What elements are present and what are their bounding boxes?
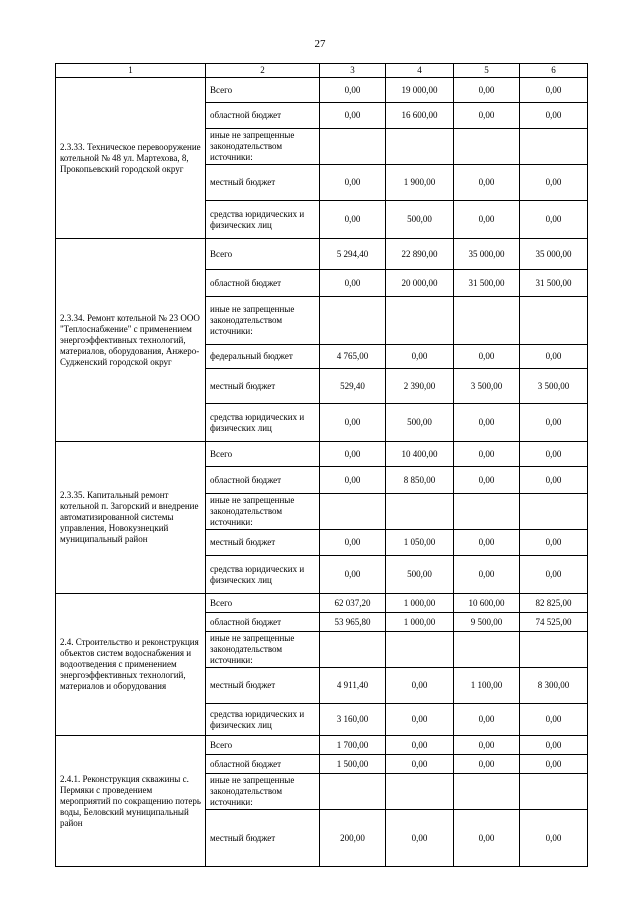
amount-cell: 0,00	[520, 736, 588, 755]
funding-source: областной бюджет	[206, 103, 320, 129]
column-number: 6	[520, 64, 588, 78]
amount-cell	[454, 297, 520, 345]
column-number-row	[56, 64, 588, 78]
funding-source: местный бюджет	[206, 668, 320, 704]
amount-cell: 0,00	[454, 530, 520, 556]
amount-cell: 82 825,00	[520, 594, 588, 613]
funding-source: Всего	[206, 442, 320, 467]
amount-cell: 0,00	[386, 345, 454, 369]
amount-cell: 0,00	[320, 165, 386, 201]
amount-cell: 35 000,00	[520, 239, 588, 270]
amount-cell: 22 890,00	[386, 239, 454, 270]
amount-cell: 0,00	[320, 270, 386, 297]
funding-source: федеральный бюджет	[206, 345, 320, 369]
amount-cell: 0,00	[454, 201, 520, 239]
amount-cell: 0,00	[520, 530, 588, 556]
amount-cell	[386, 774, 454, 810]
amount-cell: 0,00	[520, 467, 588, 494]
amount-cell: 62 037,20	[320, 594, 386, 613]
table-row	[56, 78, 588, 103]
funding-source: Всего	[206, 594, 320, 613]
amount-cell: 0,00	[386, 736, 454, 755]
amount-cell: 0,00	[320, 404, 386, 442]
amount-cell: 3 500,00	[520, 369, 588, 404]
amount-cell: 1 900,00	[386, 165, 454, 201]
amount-cell	[520, 774, 588, 810]
amount-cell	[320, 774, 386, 810]
budget-table	[55, 63, 588, 867]
funding-source: местный бюджет	[206, 810, 320, 867]
amount-cell: 0,00	[454, 467, 520, 494]
funding-source: иные не запрещенные законодательством источники:	[206, 297, 320, 345]
funding-source: иные не запрещенные законодательством источники:	[206, 129, 320, 165]
amount-cell: 0,00	[386, 810, 454, 867]
amount-cell: 1 050,00	[386, 530, 454, 556]
amount-cell: 0,00	[454, 78, 520, 103]
amount-cell: 4 911,40	[320, 668, 386, 704]
amount-cell: 10 600,00	[454, 594, 520, 613]
amount-cell	[320, 297, 386, 345]
table-row	[56, 736, 588, 755]
amount-cell: 8 300,00	[520, 668, 588, 704]
amount-cell	[454, 129, 520, 165]
amount-cell: 0,00	[386, 704, 454, 736]
amount-cell: 0,00	[454, 345, 520, 369]
amount-cell: 200,00	[320, 810, 386, 867]
amount-cell	[520, 632, 588, 668]
amount-cell: 8 850,00	[386, 467, 454, 494]
column-number: 3	[320, 64, 386, 78]
amount-cell	[386, 297, 454, 345]
amount-cell	[454, 774, 520, 810]
amount-cell: 74 525,00	[520, 613, 588, 632]
amount-cell: 0,00	[520, 78, 588, 103]
amount-cell: 0,00	[320, 442, 386, 467]
amount-cell: 0,00	[320, 556, 386, 594]
amount-cell: 0,00	[520, 165, 588, 201]
measure-name: 2.3.34. Ремонт котельной № 23 ООО "Теплоснабжение" с применением энергоэффективных технологий, материалов, оборудования, Анжеро-Судженский городской округ	[56, 239, 206, 442]
amount-cell: 0,00	[454, 556, 520, 594]
amount-cell: 0,00	[454, 165, 520, 201]
amount-cell: 0,00	[520, 404, 588, 442]
amount-cell: 0,00	[454, 404, 520, 442]
column-number: 4	[386, 64, 454, 78]
amount-cell: 0,00	[320, 467, 386, 494]
amount-cell: 31 500,00	[520, 270, 588, 297]
amount-cell: 19 000,00	[386, 78, 454, 103]
funding-source: областной бюджет	[206, 467, 320, 494]
funding-source: средства юридических и физических лиц	[206, 404, 320, 442]
amount-cell: 1 000,00	[386, 594, 454, 613]
amount-cell: 500,00	[386, 404, 454, 442]
column-number: 1	[56, 64, 206, 78]
amount-cell	[386, 632, 454, 668]
amount-cell: 35 000,00	[454, 239, 520, 270]
amount-cell: 1 100,00	[454, 668, 520, 704]
amount-cell	[520, 297, 588, 345]
amount-cell: 0,00	[520, 810, 588, 867]
amount-cell: 0,00	[454, 704, 520, 736]
measure-name: 2.3.33. Техническое перевооружение котельной № 48 ул. Мартехова, 8, Прокопьевский городской округ	[56, 78, 206, 239]
table-row	[56, 239, 588, 270]
column-number: 2	[206, 64, 320, 78]
amount-cell: 4 765,00	[320, 345, 386, 369]
amount-cell: 3 160,00	[320, 704, 386, 736]
table-row	[56, 442, 588, 467]
amount-cell	[386, 129, 454, 165]
column-number: 5	[454, 64, 520, 78]
amount-cell: 10 400,00	[386, 442, 454, 467]
amount-cell: 16 600,00	[386, 103, 454, 129]
funding-source: областной бюджет	[206, 755, 320, 774]
amount-cell: 3 500,00	[454, 369, 520, 404]
amount-cell: 0,00	[454, 755, 520, 774]
amount-cell: 0,00	[520, 345, 588, 369]
measure-name: 2.4. Строительство и реконструкция объектов систем водоснабжения и водоотведения с применением энергоэффективных технологий, материалов и оборудования	[56, 594, 206, 736]
funding-source: Всего	[206, 736, 320, 755]
amount-cell: 0,00	[520, 704, 588, 736]
funding-source: средства юридических и физических лиц	[206, 704, 320, 736]
funding-source: средства юридических и физических лиц	[206, 201, 320, 239]
table-row	[56, 594, 588, 613]
amount-cell: 2 390,00	[386, 369, 454, 404]
amount-cell: 20 000,00	[386, 270, 454, 297]
page-number: 27	[314, 38, 326, 50]
amount-cell: 0,00	[320, 78, 386, 103]
amount-cell: 0,00	[520, 103, 588, 129]
funding-source: средства юридических и физических лиц	[206, 556, 320, 594]
amount-cell	[454, 632, 520, 668]
amount-cell	[386, 494, 454, 530]
funding-source: местный бюджет	[206, 530, 320, 556]
amount-cell	[520, 129, 588, 165]
funding-source: местный бюджет	[206, 369, 320, 404]
amount-cell: 500,00	[386, 201, 454, 239]
funding-source: Всего	[206, 239, 320, 270]
funding-source: местный бюджет	[206, 165, 320, 201]
funding-source: иные не запрещенные законодательством источники:	[206, 494, 320, 530]
funding-source: областной бюджет	[206, 613, 320, 632]
amount-cell: 0,00	[454, 810, 520, 867]
measure-name: 2.3.35. Капитальный ремонт котельной п. Загорский и внедрение автоматизированной системы управления, Новокузнецкий муниципальный район	[56, 442, 206, 594]
amount-cell: 0,00	[454, 736, 520, 755]
amount-cell: 0,00	[320, 201, 386, 239]
amount-cell	[320, 494, 386, 530]
amount-cell: 0,00	[520, 556, 588, 594]
amount-cell: 1 500,00	[320, 755, 386, 774]
amount-cell: 0,00	[320, 103, 386, 129]
amount-cell	[520, 494, 588, 530]
amount-cell: 0,00	[454, 442, 520, 467]
amount-cell: 0,00	[454, 103, 520, 129]
amount-cell: 500,00	[386, 556, 454, 594]
amount-cell: 9 500,00	[454, 613, 520, 632]
amount-cell: 0,00	[520, 442, 588, 467]
amount-cell: 1 700,00	[320, 736, 386, 755]
amount-cell: 0,00	[520, 755, 588, 774]
funding-source: иные не запрещенные законодательством источники:	[206, 632, 320, 668]
amount-cell: 1 000,00	[386, 613, 454, 632]
amount-cell: 0,00	[386, 668, 454, 704]
amount-cell: 0,00	[386, 755, 454, 774]
amount-cell: 31 500,00	[454, 270, 520, 297]
amount-cell	[454, 494, 520, 530]
amount-cell	[320, 129, 386, 165]
amount-cell: 5 294,40	[320, 239, 386, 270]
amount-cell: 0,00	[520, 201, 588, 239]
amount-cell	[320, 632, 386, 668]
measure-name: 2.4.1. Реконструкция скважины с. Пермяки с проведением мероприятий по сокращению потерь воды, Беловский муниципальный район	[56, 736, 206, 867]
amount-cell: 0,00	[320, 530, 386, 556]
funding-source: иные не запрещенные законодательством источники:	[206, 774, 320, 810]
amount-cell: 529,40	[320, 369, 386, 404]
funding-source: областной бюджет	[206, 270, 320, 297]
amount-cell: 53 965,80	[320, 613, 386, 632]
funding-source: Всего	[206, 78, 320, 103]
